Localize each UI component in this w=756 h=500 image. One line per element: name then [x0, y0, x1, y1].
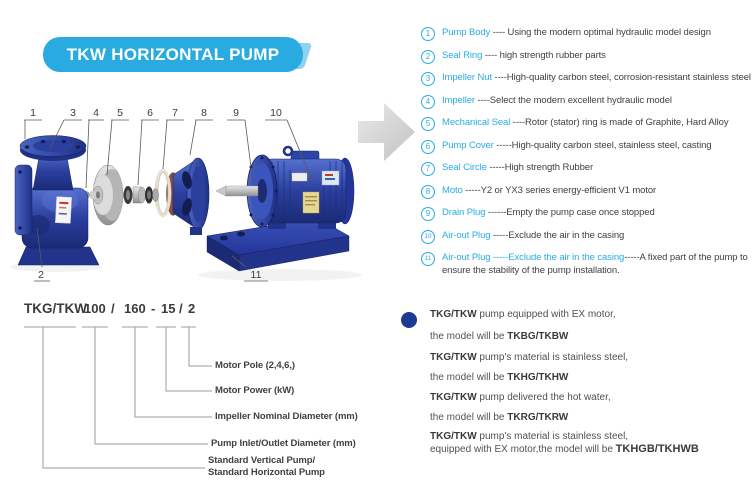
circled-number: 7 [421, 162, 435, 176]
label-inlet-outlet: Pump Inlet/Outlet Diameter (mm) [211, 438, 356, 449]
variant-line: TKG/TKW pump delivered the hot water, [430, 392, 611, 403]
part-name: Impeller Nut [442, 72, 493, 83]
label-standard-pump-2: Standard Horizontal Pump [208, 467, 325, 478]
part-name: Mechanical Seal [442, 117, 511, 128]
part-name: Moto [442, 184, 463, 196]
model-code-segment: / [111, 301, 115, 316]
model-code-segment: / [179, 301, 183, 316]
parts-list-item [421, 27, 755, 41]
part-name: Air-out Plug -----Exclude the air in the casing [442, 252, 625, 263]
variant-line: TKG/TKW pump's material is stainless steel, [430, 431, 629, 442]
label-standard-pump-1: Standard Vertical Pump/ [208, 455, 315, 466]
model-code-segment: 15 [161, 301, 176, 316]
variant-line: TKG/TKW pump equipped with EX motor, [430, 309, 616, 320]
part-description: ------Empty the pump case once stopped [485, 207, 655, 218]
label-impeller-diameter: Impeller Nominal Diameter (mm) [215, 411, 358, 422]
part-number-label: 10 [270, 107, 282, 119]
part-number-label: 11 [250, 269, 262, 281]
part-description: ----Select the modern excellent hydraulic model [475, 94, 672, 106]
part-description: ---- high strength rubber parts [482, 49, 606, 61]
parts-list-item [421, 162, 755, 176]
part-number-label: 6 [147, 107, 153, 119]
part-description: ----Rotor (stator) ring is made of Graphite, Hard Alloy [510, 117, 729, 128]
part-number-label: 4 [93, 107, 99, 119]
part-number-label: 9 [233, 107, 239, 119]
part-description: -----A fixed part of the pump to ensure the stability of the pump installation. [442, 252, 748, 276]
parts-list-item [421, 95, 755, 109]
model-code-prefix: TKG/TKW [24, 301, 87, 316]
parts-list [421, 27, 755, 286]
part-name: Drain Plug [442, 207, 486, 218]
part-description: -----High strength Rubber [486, 162, 594, 173]
variant-line: the model will be TKRG/TKRW [430, 412, 569, 423]
bullet-circle-icon [401, 312, 417, 328]
circled-number: 6 [421, 140, 435, 154]
variant-line: the model will be TKBG/TKBW [430, 331, 569, 342]
page-title: TKW HORIZONTAL PUMP [43, 37, 303, 72]
circled-number: 1 [421, 27, 435, 41]
part-name: Pump Body [442, 27, 491, 38]
nameplate [55, 197, 71, 224]
impeller-illustration [90, 165, 123, 225]
variant-line: equipped with EX motor,the model will be TKHGB/TKHWB [430, 443, 699, 455]
variant-line: TKG/TKW pump's material is stainless steel, [430, 352, 629, 363]
circled-number: 3 [421, 72, 435, 86]
circled-number: 4 [421, 95, 435, 109]
part-number-label: 3 [70, 107, 76, 119]
part-description: ---- Using the modern optimal hydraulic model design [490, 27, 711, 38]
model-variants [430, 308, 756, 456]
exploded-pump-diagram [0, 95, 430, 300]
model-code-segment: - [151, 301, 156, 316]
parts-list-item [421, 140, 755, 154]
model-code-segment: 160 [124, 301, 146, 316]
circled-number: 10 [421, 230, 435, 244]
part-name: Seal Ring [442, 49, 483, 61]
circled-number: 9 [421, 207, 435, 221]
parts-list-item [421, 50, 755, 64]
parts-list-item [421, 72, 755, 86]
part-number-label: 1 [30, 107, 36, 119]
motor-shaft-illustration [216, 186, 258, 196]
model-code-segment: 100 [84, 301, 106, 316]
circled-number: 8 [421, 185, 435, 199]
arrow-right-icon [358, 103, 415, 161]
model-code-segment: 2 [188, 301, 196, 316]
part-name: Impeller [442, 94, 475, 106]
part-name: Air-out Plug [442, 229, 491, 241]
parts-list-item [421, 185, 755, 199]
parts-list-item [421, 207, 755, 221]
variant-line: the model will be TKHG/TKHW [430, 372, 569, 383]
motor-illustration [247, 147, 355, 229]
part-name: Seal Circle [442, 162, 487, 173]
circled-number: 5 [421, 117, 435, 131]
part-name: Pump Cover [442, 139, 494, 151]
pump-body-illustration [15, 136, 99, 266]
label-motor-pole: Motor Pole (2,4,6,) [215, 360, 295, 371]
circled-number: 2 [421, 50, 435, 64]
label-motor-power: Motor Power (kW) [215, 385, 295, 396]
part-number-label: 5 [117, 107, 123, 119]
part-description: ----High-quality carbon steel, corrosion-resistant stainless steel [492, 72, 751, 83]
parts-list-item [421, 230, 755, 244]
part-description: -----High-quality carbon steel, stainless steel, casting [493, 139, 712, 151]
part-number-label: 7 [172, 107, 178, 119]
parts-list-item [421, 252, 755, 277]
part-number-label: 8 [201, 107, 207, 119]
part-description: -----Y2 or YX3 series energy-efficient V1 motor [462, 184, 657, 196]
pump-cover-illustration [167, 158, 210, 235]
circled-number: 11 [421, 252, 435, 266]
parts-list-item [421, 117, 755, 131]
part-description: -----Exclude the air in the casing [490, 229, 625, 241]
part-number-label: 2 [38, 269, 44, 281]
